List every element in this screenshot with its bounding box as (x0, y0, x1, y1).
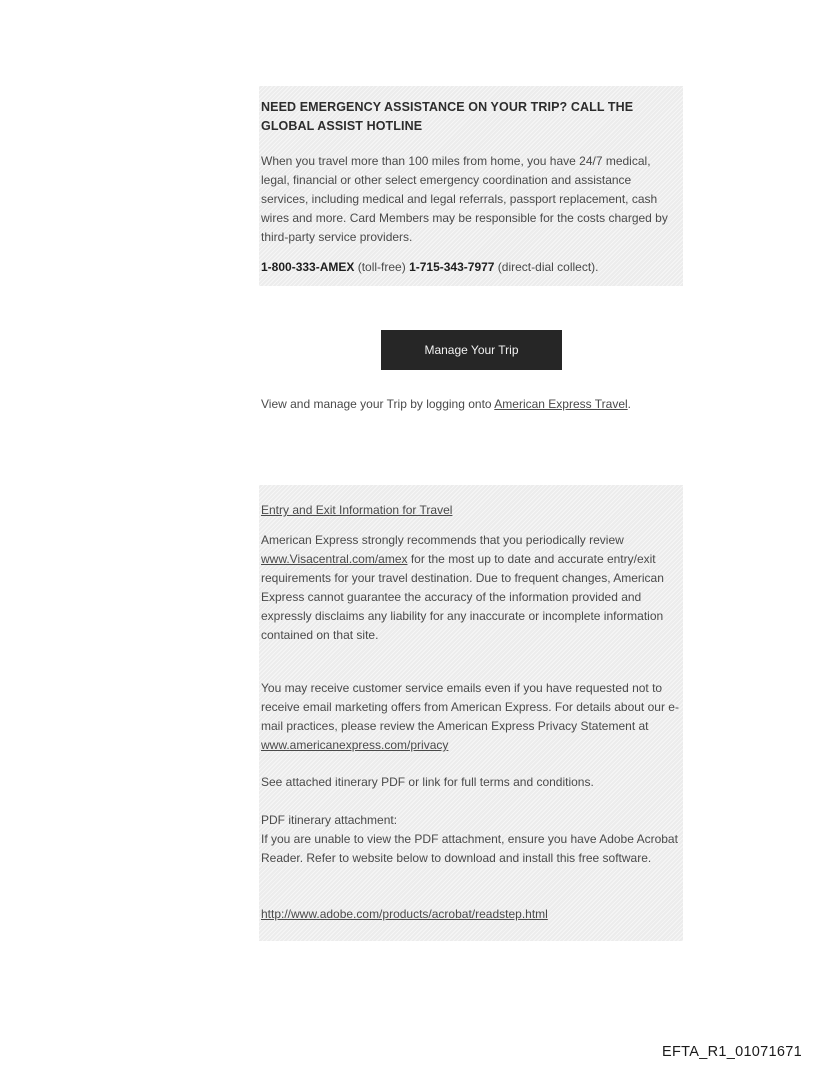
adobe-download-link[interactable]: http://www.adobe.com/products/acrobat/readstep.html (261, 907, 548, 921)
assist-heading: NEED EMERGENCY ASSISTANCE ON YOUR TRIP? CALL THE GLOBAL ASSIST HOTLINE (261, 100, 634, 133)
global-assist-section (259, 86, 683, 286)
collect-note: (direct-dial collect). (494, 260, 599, 274)
entry-text-suffix: for the most up to date and accurate entry/exit requirements for your travel destination. Due to frequent changes, American Express cannot guarantee the accuracy of the information provided and expressly disclaims any liability for any inaccurate or incomplete information contained on that site. (261, 552, 664, 642)
manage-text-suffix: . (627, 397, 632, 411)
privacy-text: You may receive customer service emails even if you have requested not to receive email marketing offers from American Express. For details about our e-mail practices, please review the American Express Privacy Statement at (261, 681, 679, 733)
travel-info-section (259, 485, 683, 941)
pdf-instructions: If you are unable to view the PDF attachment, ensure you have Adobe Acrobat Reader. Refer to website below to download and install this free software. (261, 832, 678, 865)
toll-free-note: (toll-free) (354, 260, 410, 274)
toll-free-phone: 1-800-333-AMEX (261, 260, 355, 274)
privacy-link[interactable]: www.americanexpress.com/privacy (261, 738, 449, 752)
collect-phone: 1-715-343-7977 (409, 260, 495, 274)
entry-text-prefix: American Express strongly recommends that you periodically review (261, 533, 624, 547)
visacentral-link[interactable]: www.Visacentral.com/amex (261, 552, 408, 566)
entry-exit-paragraph (261, 531, 687, 645)
amex-travel-link[interactable]: American Express Travel (494, 397, 628, 411)
assist-phone-line (261, 258, 681, 277)
terms-paragraph: See attached itinerary PDF or link for full terms and conditions. (261, 775, 594, 789)
pdf-heading: PDF itinerary attachment: (261, 813, 398, 827)
manage-text-prefix: View and manage your Trip by logging onto (261, 397, 495, 411)
privacy-paragraph (261, 679, 687, 755)
assist-description: When you travel more than 100 miles from home, you have 24/7 medical, legal, financial or other select emergency coordination and assistance services, including medical and legal referrals, passport replacement, cash wires and more. Card Members may be responsible for the costs charged by third-party service providers. (261, 154, 668, 244)
manage-button-label: Manage Your Trip (424, 343, 519, 357)
entry-exit-link[interactable]: Entry and Exit Information for Travel (261, 503, 453, 517)
manage-trip-text (261, 395, 681, 414)
document-id: EFTA_R1_01071671 (662, 1044, 802, 1060)
pdf-paragraph (261, 811, 687, 868)
adobe-link-line (261, 905, 687, 924)
entry-exit-title (261, 501, 687, 520)
manage-your-trip-button[interactable] (381, 330, 562, 370)
